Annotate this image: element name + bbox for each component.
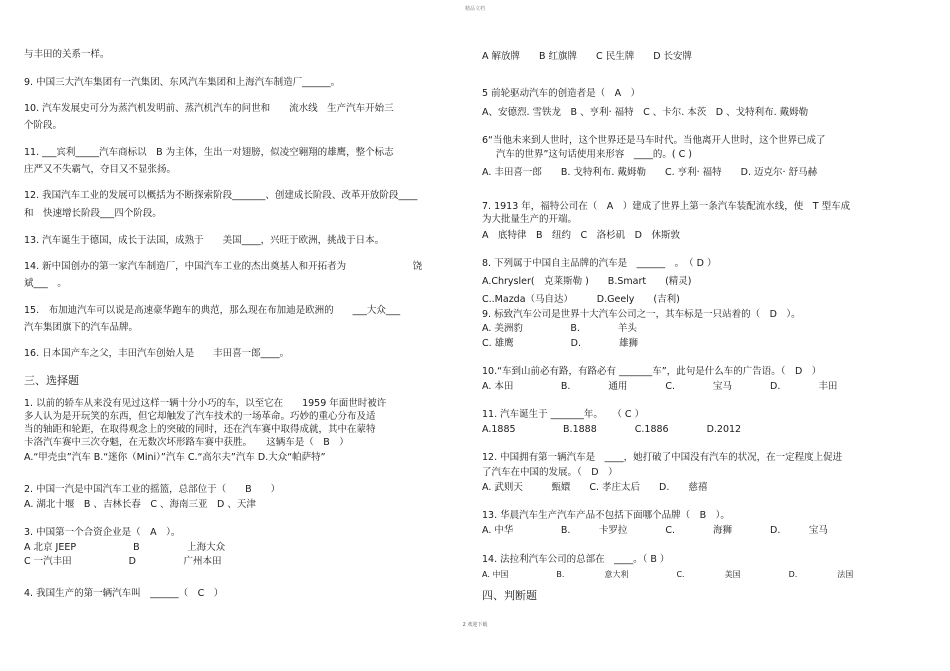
text-line: 和 快速增长阶段___四个阶段。 [24, 208, 162, 219]
choice-question-9: 9. 标致汽车公司是世界十大汽车公司之一，其车标是一只站着的（ D ）。 [482, 309, 801, 320]
choice-question-14: 14. 法拉利汽车公司的总部在 ____。（ B ） [482, 554, 670, 565]
choice-question-12: 12. 中国拥有第一辆汽车是 ____，她打破了中国没有汽车的状况，在一定程度上促进 [482, 452, 843, 463]
choice-options: C..Mazda（马自达） D.Geely (吉利) [482, 294, 680, 305]
text-line: 汽车集团旗下的汽车品牌。 [24, 322, 139, 333]
text-line: 多人认为是开玩笑的东西，但它却触发了汽车技术的一场革命。巧妙的重心分布及适 [24, 411, 376, 422]
choice-question-1: 1. 以前的轿车从来没有见过这样一辆十分小巧的车，以至它在 1959 年面世时被许 [24, 398, 387, 409]
choice-question-5: 5 前轮驱动汽车的创造者是（ A ） [482, 88, 641, 99]
text-line: 汽车的世界”这句话使用来形容 ____的。( C ) [496, 149, 693, 160]
section-heading-choice: 三、选择题 [24, 374, 79, 387]
choice-question-2: 2. 中国一汽是中国汽车工业的摇篮，总部位于（ B ） [24, 484, 281, 495]
choice-question-8: 8. 下列属于中国自主品牌的汽车是 ______ 。 （ D ） [482, 258, 717, 269]
choice-options: A 底特律 B 纽约 C 洛杉矶 D 休斯敦 [482, 230, 680, 241]
text-line: 为大批量生产的开端。 [482, 214, 578, 225]
choice-options: A 北京 JEEP B 上海大众 [24, 542, 226, 553]
text-line: 个阶段。 [24, 120, 63, 131]
choice-options: C 一汽丰田 D 广州本田 [24, 556, 222, 567]
page-footer: 2 欢迎下载 [462, 622, 488, 628]
question-13-fill: 13. 汽车诞生于德国，成长于法国，成熟于 美国____，兴旺于欧洲，挑战于日本。 [24, 235, 385, 246]
choice-question-6: 6“当他未来到人世时，这个世界还是马车时代。当他离开人世时，这个世界已成了 [482, 135, 826, 146]
text-line: 卡洛汽车赛中三次夺魁，在无数次坏形路车赛中获胜。 这辆车是（ B ） [24, 437, 349, 448]
choice-question-7: 7. 1913 年，福特公司在（ A ）建成了世界上第一条汽车装配流水线，使 T 型车成 [482, 201, 851, 212]
choice-options: A. 中国 B. 意大利 C. 美国 D. 法国 [482, 570, 854, 579]
question-15-fill: 15. 布加迪汽车可以说是高速豪华跑车的典范，那么现在布加迪是欧洲的 ___大众___ [24, 305, 401, 316]
choice-question-10: 10.“车到山前必有路，有路必有 _______车”，此句是什么车的广告语。（ D ） [482, 366, 822, 377]
choice-options: A. 中华 B. 卡罗拉 C. 海狮 D. 宝马 [482, 525, 828, 536]
text-line: 了汽车在中国的发展。（ D ） [482, 467, 618, 478]
question-9-fill: 9. 中国三大汽车集团有一汽集团、东风汽车集团和上海汽车制造厂______。 [24, 77, 341, 88]
choice-options: A. 丰田喜一郎 B. 戈特利布. 戴姆勒 C. 亨利· 福特 D. 迈克尔· 舒马赫 [482, 167, 818, 178]
choice-options: A.1885 B.1888 C.1886 D.2012 [482, 424, 742, 435]
question-14-fill: 14. 新中国创办的第一家汽车制造厂，中国汽车工业的杰出奠基人和开拓者为 饶 [24, 261, 423, 272]
choice-question-4: 4. 我国生产的第一辆汽车叫 ______（ C ） [24, 588, 224, 599]
choice-options: A.“甲壳虫”汽车 B.“迷你（Mini）”汽车 C.“高尔夫”汽车 D.大众“帕萨特” [24, 452, 326, 463]
question-12-fill: 12. 我国汽车工业的发展可以概括为不断探索阶段_______、创建成长阶段、改革开放阶段____ [24, 190, 418, 201]
question-10-fill: 10. 汽车发展史可分为蒸汽机发明前、蒸汽机汽车的问世和 流水线 生产汽车开始三 [24, 103, 394, 114]
choice-options: A. 本田 B. 通用 C. 宝马 D. 丰田 [482, 381, 838, 392]
text-line: 庄严又不失霸气，夺目又不显张扬。 [24, 164, 177, 175]
question-16-fill: 16. 日本国产车之父，丰田汽车创始人是 丰田喜一郎____。 [24, 348, 290, 359]
section-heading-judgement: 四、判断题 [482, 589, 537, 602]
choice-question-11: 11. 汽车诞生于 _______年。 （ C ） [482, 409, 645, 420]
choice-options: A. 湖北十堰 B 、吉林长春 C 、海南三亚 D 、天津 [24, 499, 256, 510]
choice-question-3: 3. 中国第一个合资企业是（ A ）。 [24, 527, 181, 538]
page-header: 精品文档 [464, 6, 485, 12]
choice-options: A. 武则天 甄嬛 C. 孝庄太后 D. 慈禧 [482, 482, 708, 493]
question-11-fill: 11. ___宾利_____汽车商标以 B 为主体，生出一对翅膀，似凌空翱翔的雄鹰，整个标志 [24, 147, 394, 158]
choice-options: C. 雄鹰 D. 雄狮 [482, 338, 639, 349]
choice-options: A、安德烈. 雪铁龙 B 、亨利· 福特 C 、卡尔. 本茨 D 、戈特利布. 戴姆勒 [482, 107, 809, 118]
text-line: 与丰田的关系一样。 [24, 49, 110, 60]
text-line: 斌___ 。 [24, 278, 67, 289]
choice-question-13: 13. 华晨汽车生产汽车产品不包括下面哪个品牌（ B ）。 [482, 510, 730, 521]
text-line: 当的轴距和轮距，在取得观念上的突破的同时，还在汽车赛中取得成就，其中在蒙特 [24, 424, 376, 435]
choice-options: A.Chrysler( 克莱斯勒 ) B.Smart (精灵) [482, 276, 692, 287]
choice-options: A. 美洲豹 B. 羊头 [482, 323, 637, 334]
choice-options: A 解放牌 B 红旗牌 C 民生牌 D 长安牌 [482, 51, 693, 62]
